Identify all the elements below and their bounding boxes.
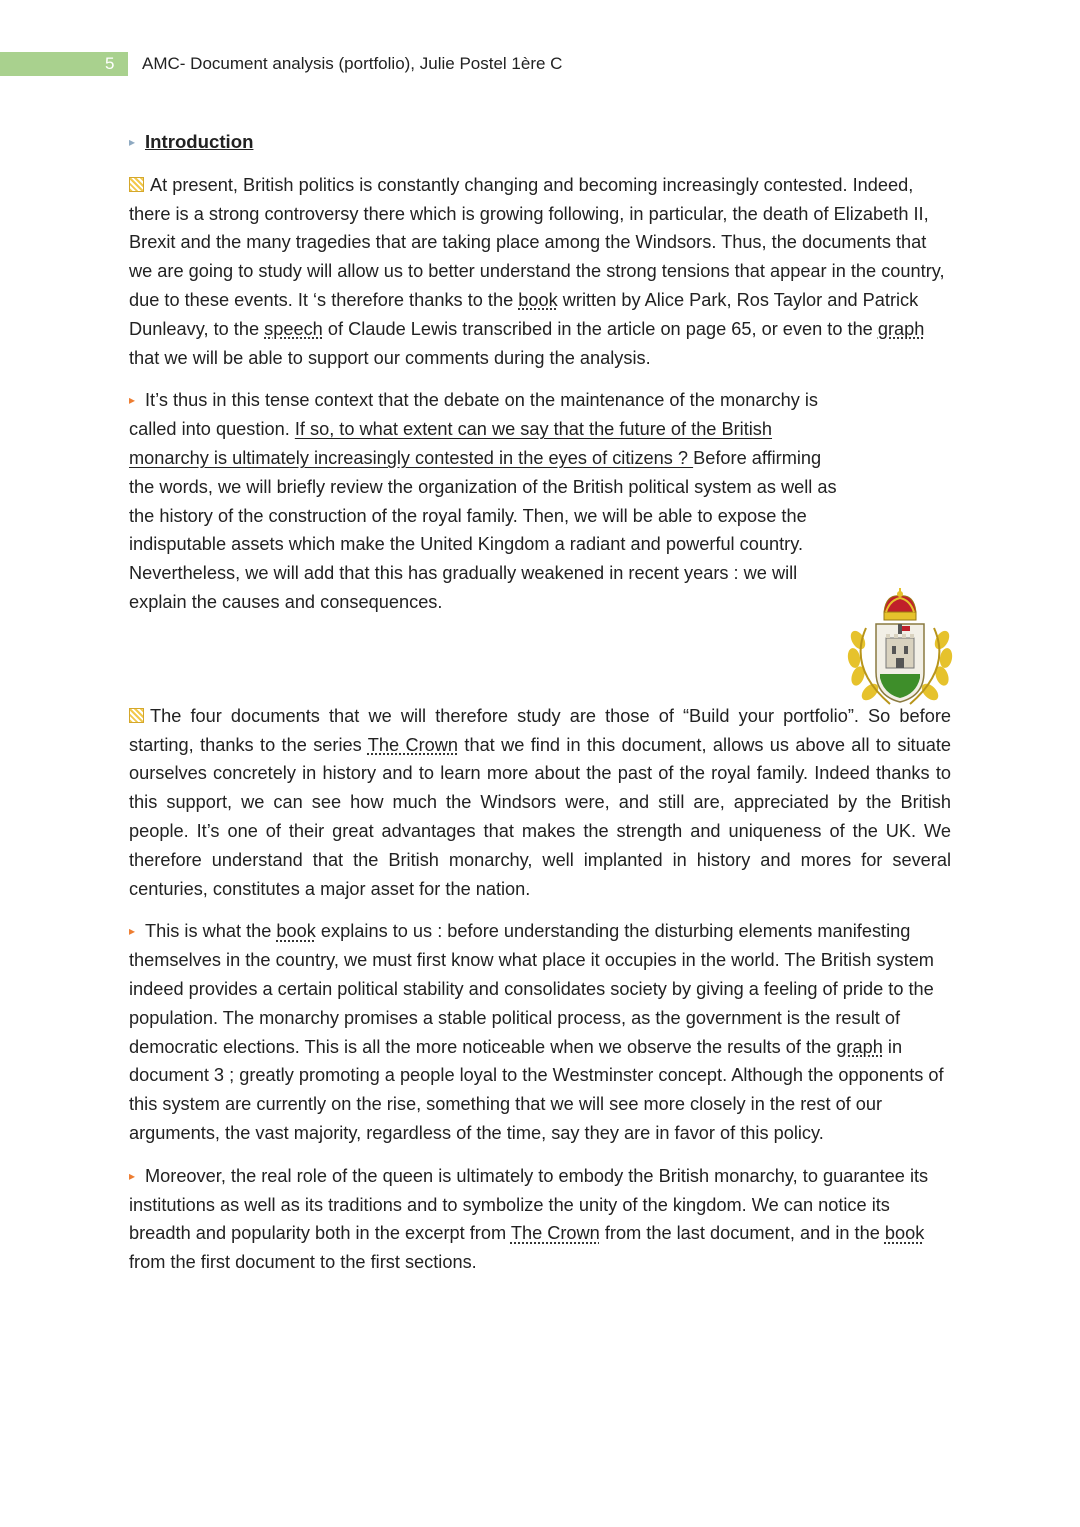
document-title: AMC- Document analysis (portfolio), Julie Postel 1ère C	[142, 54, 563, 73]
arrow-bullet-icon: ▸	[129, 135, 136, 149]
royal-crest-image	[846, 588, 954, 712]
arrow-bullet-icon: ▸	[129, 393, 136, 408]
reference-the-crown: The Crown	[367, 734, 459, 755]
paragraph-documents: The four documents that we will therefore study are those of “Build your portfolio”. So before starting, thanks to the series The Crown that we find in this document, allows us above all to situate ourselves concretely in history and to learn more about the past of the royal family. Indeed thanks to this support, we can see how much the Windsors were, and still are, appreciated by the British people. It’s one of their great advantages that makes the strength and uniqueness of the UK. We therefore understand that the British monarchy, well implanted in history and mores for several centuries, constitutes a major asset for the nation.	[129, 705, 951, 899]
reference-the-crown: The Crown	[510, 1223, 600, 1244]
paragraph-problematic: ▸ It’s thus in this tense context that the debate on the maintenance of the monarchy is called into question. If so, to what extent can we say that the future of the British monarchy is ultimately increasingly contested in the eyes of citizens ? Before affirming the words, we will briefly review the organization of the British political system as well as the history of the construction of the royal family. Then, we will be able to expose the indisputable assets which make the United Kingdom a radiant and powerful country. Nevertheless, we will add that this has gradually weakened in recent years : we will explain the causes and consequences.	[129, 386, 951, 616]
arrow-bullet-icon: ▸	[129, 1168, 136, 1183]
paragraph-context: At present, British politics is constantly changing and becoming increasingly contested. Indeed, there is a strong controversy there which is growing following, in particular, the death of Elizabeth II, Brexit and the many tragedies that are taking place among the Windsors. Thus, the documents that we are going to study will allow us to better understand the strong tensions that appear in the country, due to these events. It ‘s therefore thanks to the book written by Alice Park, Ros Taylor and Patrick Dunleavy, to the speech of Claude Lewis transcribed in the article on page 65, or even to the graph that we will be able to support our comments during the analysis.	[129, 174, 945, 368]
reference-book: book	[276, 921, 316, 942]
reference-book: book	[884, 1223, 925, 1244]
document-body	[129, 128, 951, 1291]
problematic-question: If so, to what extent can we say that the future of the British monarchy is ultimately increasingly contested in the eyes of citizens ?	[129, 419, 773, 468]
hatched-box-icon	[129, 708, 144, 723]
reference-graph: graph	[877, 318, 925, 339]
hatched-box-icon	[129, 177, 144, 192]
reference-book: book	[518, 289, 558, 310]
section-heading: ▸ Introduction	[129, 128, 951, 157]
paragraph-queen-role: ▸ Moreover, the real role of the queen is ultimately to embody the British monarchy, to guarantee its institutions as well as its traditions and to symbolize the unity of the kingdom. We can notice its breadth and popularity both in the excerpt from The Crown from the last document, and in the book from the first document to the first sections.	[129, 1162, 951, 1277]
reference-graph: graph	[836, 1036, 883, 1057]
castle-shield-icon	[876, 624, 924, 702]
page-number: 5	[105, 54, 115, 73]
reference-speech: speech	[264, 318, 323, 339]
arrow-bullet-icon: ▸	[129, 924, 136, 939]
crown-icon	[884, 588, 916, 620]
paragraph-book: ▸ This is what the book explains to us : before understanding the disturbing elements manifesting themselves in the country, we must first know what place it occupies in the world. The British system indeed provides a certain political stability and consolidates society by giving a feeling of pride to the population. The monarchy promises a stable political process, as the government is the result of democratic elections. This is all the more noticeable when we observe the results of the graph in document 3 ; greatly promoting a people loyal to the Westminster concept. Although the opponents of this system are currently on the rise, something that we will see more closely in the rest of our arguments, the vast majority, regardless of the time, say they are in favor of this policy.	[129, 917, 951, 1147]
